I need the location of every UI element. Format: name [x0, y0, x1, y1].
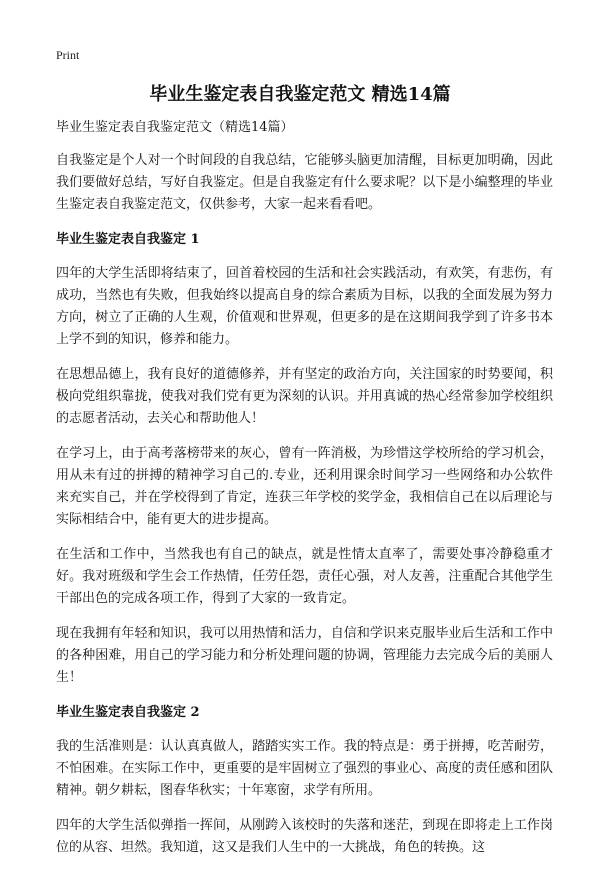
- intro-paragraph: 自我鉴定是个人对一个时间段的自我总结，它能够头脑更加清醒，目标更加明确，因此我们要做好总结，写好自我鉴定。但是自我鉴定有什么要求呢？以下是小编整理的毕业生鉴定表自我鉴定范文，仅供参考，大家一起来看看吧。: [56, 153, 553, 212]
- paragraph: 在思想品德上，我有良好的道德修养，并有坚定的政治方向，关注国家的时势要闻，积极向党组织靠拢，使我对我们党有更为深刻的认识。并用真诚的热心经常参加学校组织的志愿者活动，去关心和帮助他人！: [56, 367, 553, 426]
- paragraph: 我的生活准则是：认认真真做人，踏踏实实工作。我的特点是：勇于拼搏，吃苦耐劳，不怕困难。在实际工作中，更重要的是牢固树立了强烈的事业心、高度的责任感和团队精神。朝夕耕耘，图春华秋实；十年寒窗，求学有所用。: [56, 739, 553, 798]
- print-link[interactable]: Print: [56, 48, 80, 62]
- paragraph: 四年的大学生活似弹指一挥间，从刚跨入该校时的失落和迷茫，到现在即将走上工作岗位的从容、坦然。我知道，这又是我们人生中的一大挑战，角色的转换。这: [56, 818, 553, 855]
- paragraph: 在生活和工作中，当然我也有自己的缺点，就是性情太直率了，需要处事冷静稳重才好。我对班级和学生会工作热情，任劳任怨，责任心强，对人友善，注重配合其他学生干部出色的完成各项工作，得到了大家的一致肯定。: [56, 547, 553, 606]
- document-subtitle: 毕业生鉴定表自我鉴定范文（精选14篇）: [56, 120, 294, 135]
- document-title: 毕业生鉴定表自我鉴定范文 精选14篇: [149, 84, 451, 105]
- section-2-heading: 毕业生鉴定表自我鉴定 2: [56, 705, 200, 720]
- paragraph: 在学习上，由于高考落榜带来的灰心，曾有一阵消极，为珍惜这学校所给的学习机会，用从未有过的拼搏的精神学习自己的.专业，还利用课余时间学习一些网络和办公软件来充实自己，并在学校得到了肯定，连获三年学校的奖学金，我相信自己在以后理论与实际相结合中，能有更大的进步提高。: [56, 446, 553, 527]
- section-1-heading: 毕业生鉴定表自我鉴定 1: [56, 232, 200, 247]
- paragraph: 现在我拥有年轻和知识，我可以用热情和活力，自信和学识来克服毕业后生活和工作中的各种困难，用自己的学习能力和分析处理问题的协调，管理能力去完成今后的美丽人生！: [56, 626, 553, 685]
- paragraph: 四年的大学生活即将结束了，回首着校园的生活和社会实践活动，有欢笑，有悲伤，有成功，当然也有失败，但我始终以提高自身的综合素质为目标，以我的全面发展为努力方向，树立了正确的人生观，价值观和世界观，但更多的是在这期间我学到了许多书本上学不到的知识，修养和能力。: [56, 266, 553, 347]
- document-body: [56, 117, 553, 872]
